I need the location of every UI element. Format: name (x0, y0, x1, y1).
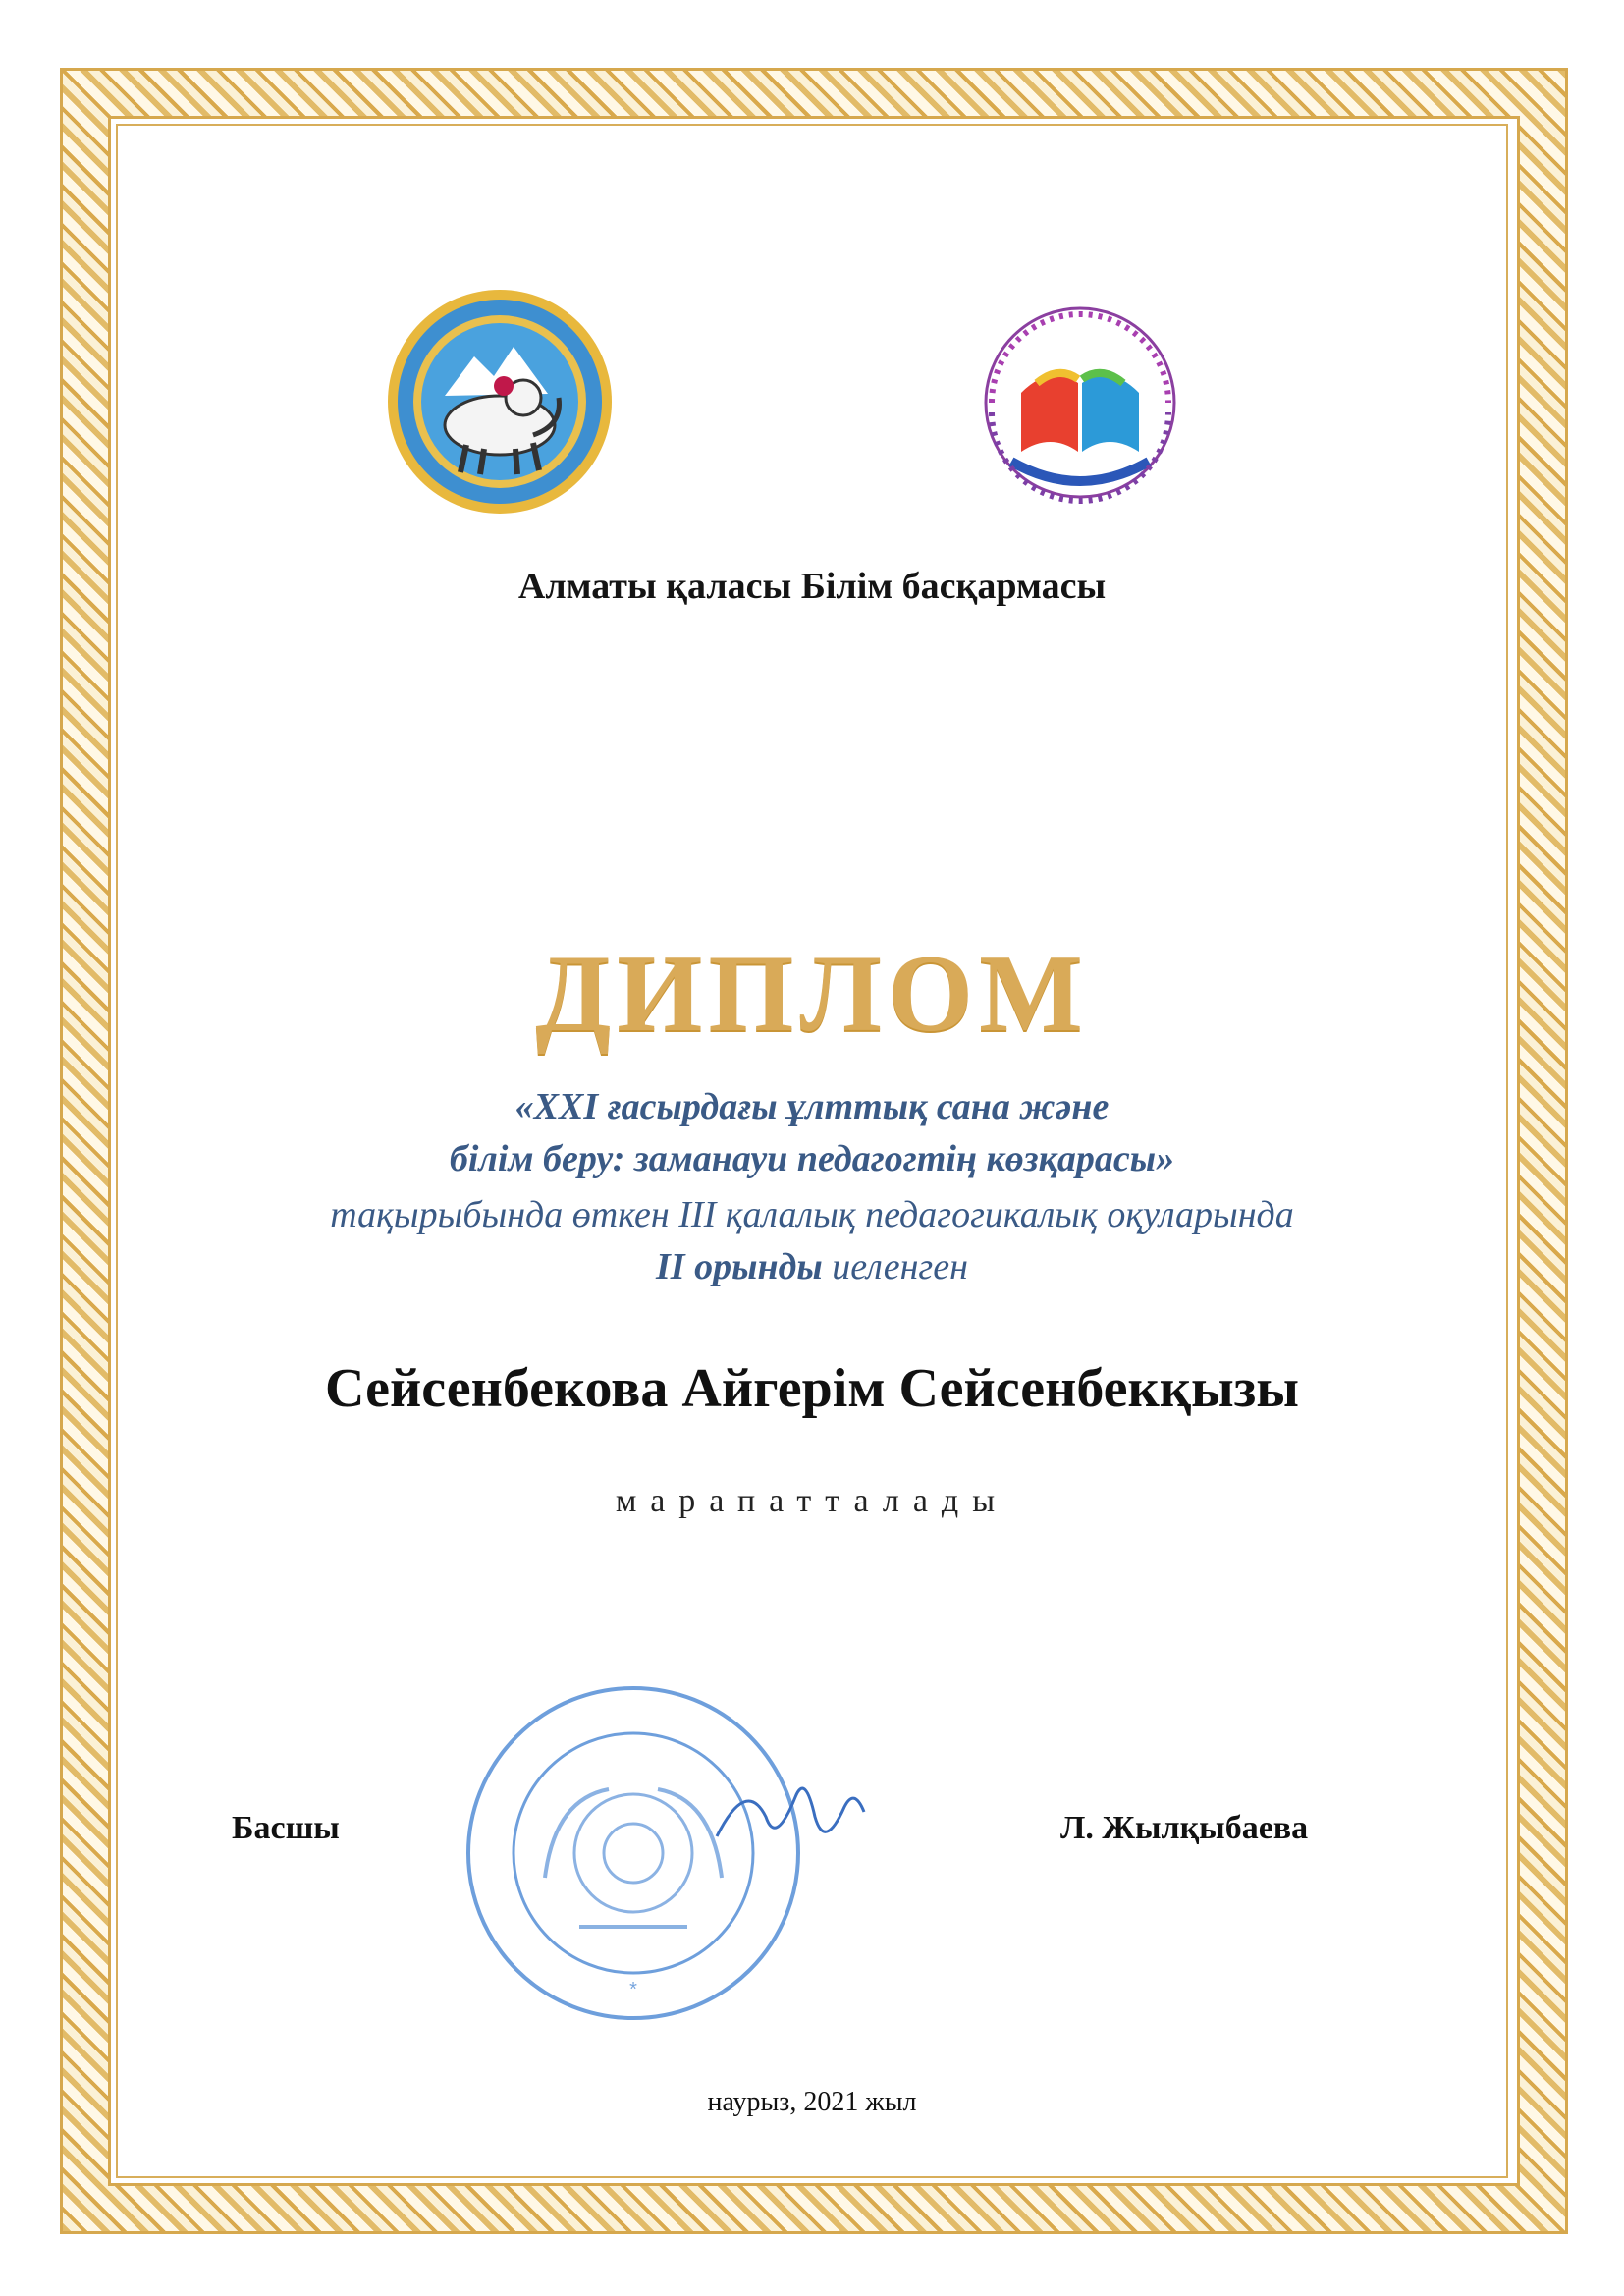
place-rest: иеленген (822, 1246, 968, 1287)
event-title-line2: білім беру: заманауи педагогтің көзқарасы» (449, 1138, 1175, 1179)
event-description: тақырыбында өткен III қалалық педагогикалық оқуларында (330, 1194, 1294, 1235)
pedagogical-readings-logo-icon (952, 285, 1208, 520)
place-line (0, 1245, 1624, 1288)
issue-date: наурыз, 2021 жыл (707, 2087, 917, 2117)
diploma-title: ДИПЛОМ (535, 933, 1089, 1055)
organization-name: Алматы қаласы Білім басқармасы (517, 566, 1107, 607)
place-bold: II орынды (656, 1246, 823, 1287)
almaty-emblem-icon (386, 288, 614, 516)
signer-position: Басшы (232, 1810, 340, 1846)
signer-name: Л. Жылқыбаева (1060, 1810, 1309, 1846)
event-title-line1: «XXI ғасырдағы ұлттық сана және (514, 1086, 1110, 1127)
svg-text:*: * (629, 1979, 637, 2000)
awarded-text: марапатталады (615, 1483, 1009, 1519)
handwritten-signature (707, 1758, 874, 1866)
recipient-name: Сейсенбекова Айгерім Сейсенбекқызы (324, 1358, 1299, 1419)
